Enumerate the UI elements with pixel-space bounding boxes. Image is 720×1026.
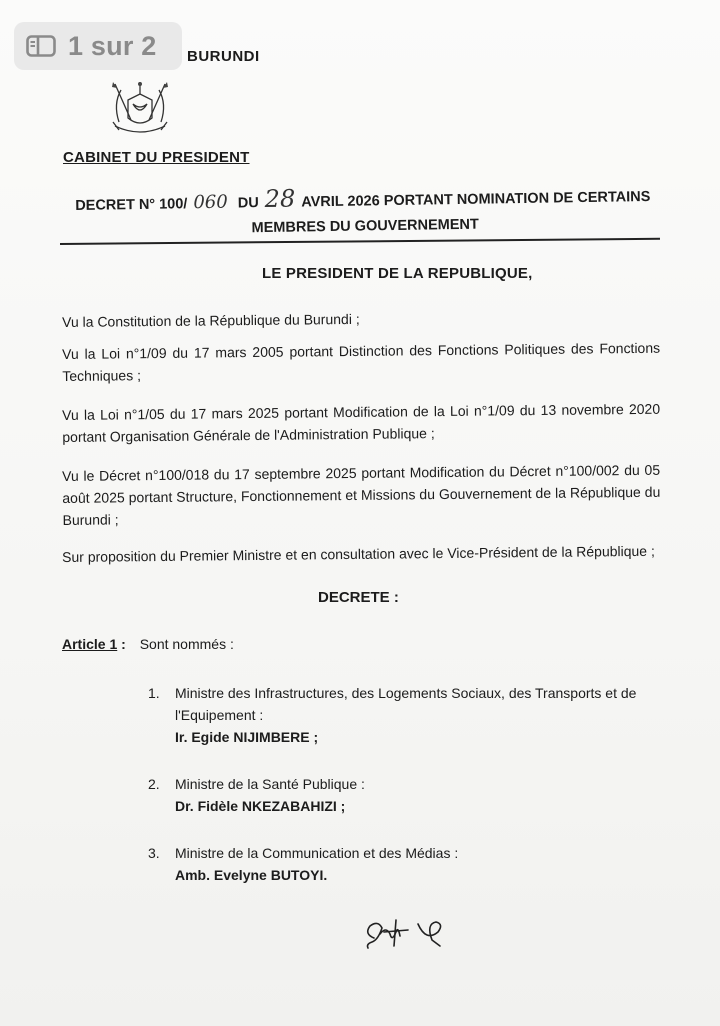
list-item [148, 842, 648, 886]
country-name: BURUNDI [187, 48, 260, 65]
page-indicator[interactable] [14, 22, 182, 70]
list-item-number: 2. [148, 776, 160, 792]
list-item-name: Dr. Fidèle NKEZABAHIZI ; [175, 798, 346, 814]
list-item [148, 682, 648, 748]
consideration-paragraph: Vu la Loi n°1/09 du 17 mars 2005 portant Distinction des Fonctions Politiques des Fonctions Techniques ; [62, 339, 661, 384]
decree-title [75, 181, 666, 244]
list-item-number: 3. [148, 845, 160, 861]
list-item-name: Amb. Evelyne BUTOYI. [175, 867, 328, 883]
list-item [148, 773, 648, 817]
decrete-heading: DECRETE : [318, 589, 399, 606]
consideration-paragraph: Sur proposition du Premier Ministre et en consultation avec le Vice-Président de la République ; [62, 542, 655, 565]
handwritten-initials [360, 912, 450, 958]
list-item-post: Ministre des Infrastructures, des Logements Sociaux, des Transports et de l'Equipement : [175, 685, 637, 723]
decree-number-handwritten: 060 [193, 191, 228, 214]
decree-day-handwritten: 28 [264, 184, 296, 214]
cabinet-heading: CABINET DU PRESIDENT [63, 149, 250, 166]
book-pages-icon [26, 35, 56, 57]
article-colon: : [121, 636, 126, 652]
decree-title-line1: AVRIL 2026 PORTANT NOMINATION DE CERTAINS [301, 188, 651, 211]
list-item-name: Ir. Egide NIJIMBERE ; [175, 729, 319, 745]
president-heading: LE PRESIDENT DE LA REPUBLIQUE, [262, 265, 533, 282]
page-indicator-text: 1 sur 2 [68, 30, 157, 61]
list-item-post: Ministre de la Communication et des Médias : [175, 845, 459, 861]
coat-of-arms-icon [95, 80, 185, 142]
list-item-number: 1. [148, 685, 160, 701]
consideration-paragraph: Vu le Décret n°100/018 du 17 septembre 2025 portant Modification du Décret n°100/002 du 05 août 2025 portant Structure, Fonctionnement et Missions du Gouvernement de la République du Burundi ; [62, 461, 661, 528]
consideration-paragraph: Vu la Constitution de la République du Burundi ; [62, 310, 360, 330]
decree-title-line2: MEMBRES DU GOUVERNEMENT [251, 216, 479, 237]
article-label: Article 1 [62, 636, 118, 652]
decree-prefix: DECRET N° 100/ [75, 196, 188, 214]
list-item-post: Ministre de la Santé Publique : [175, 776, 365, 792]
article-1 [62, 636, 234, 652]
decree-du: DU [237, 195, 259, 212]
consideration-paragraph: Vu la Loi n°1/05 du 17 mars 2025 portant Modification de la Loi n°1/09 du 13 novembre 2020 portant Organisation Générale de l'Administration Publique ; [62, 400, 661, 445]
article-intro: Sont nommés : [139, 636, 234, 652]
